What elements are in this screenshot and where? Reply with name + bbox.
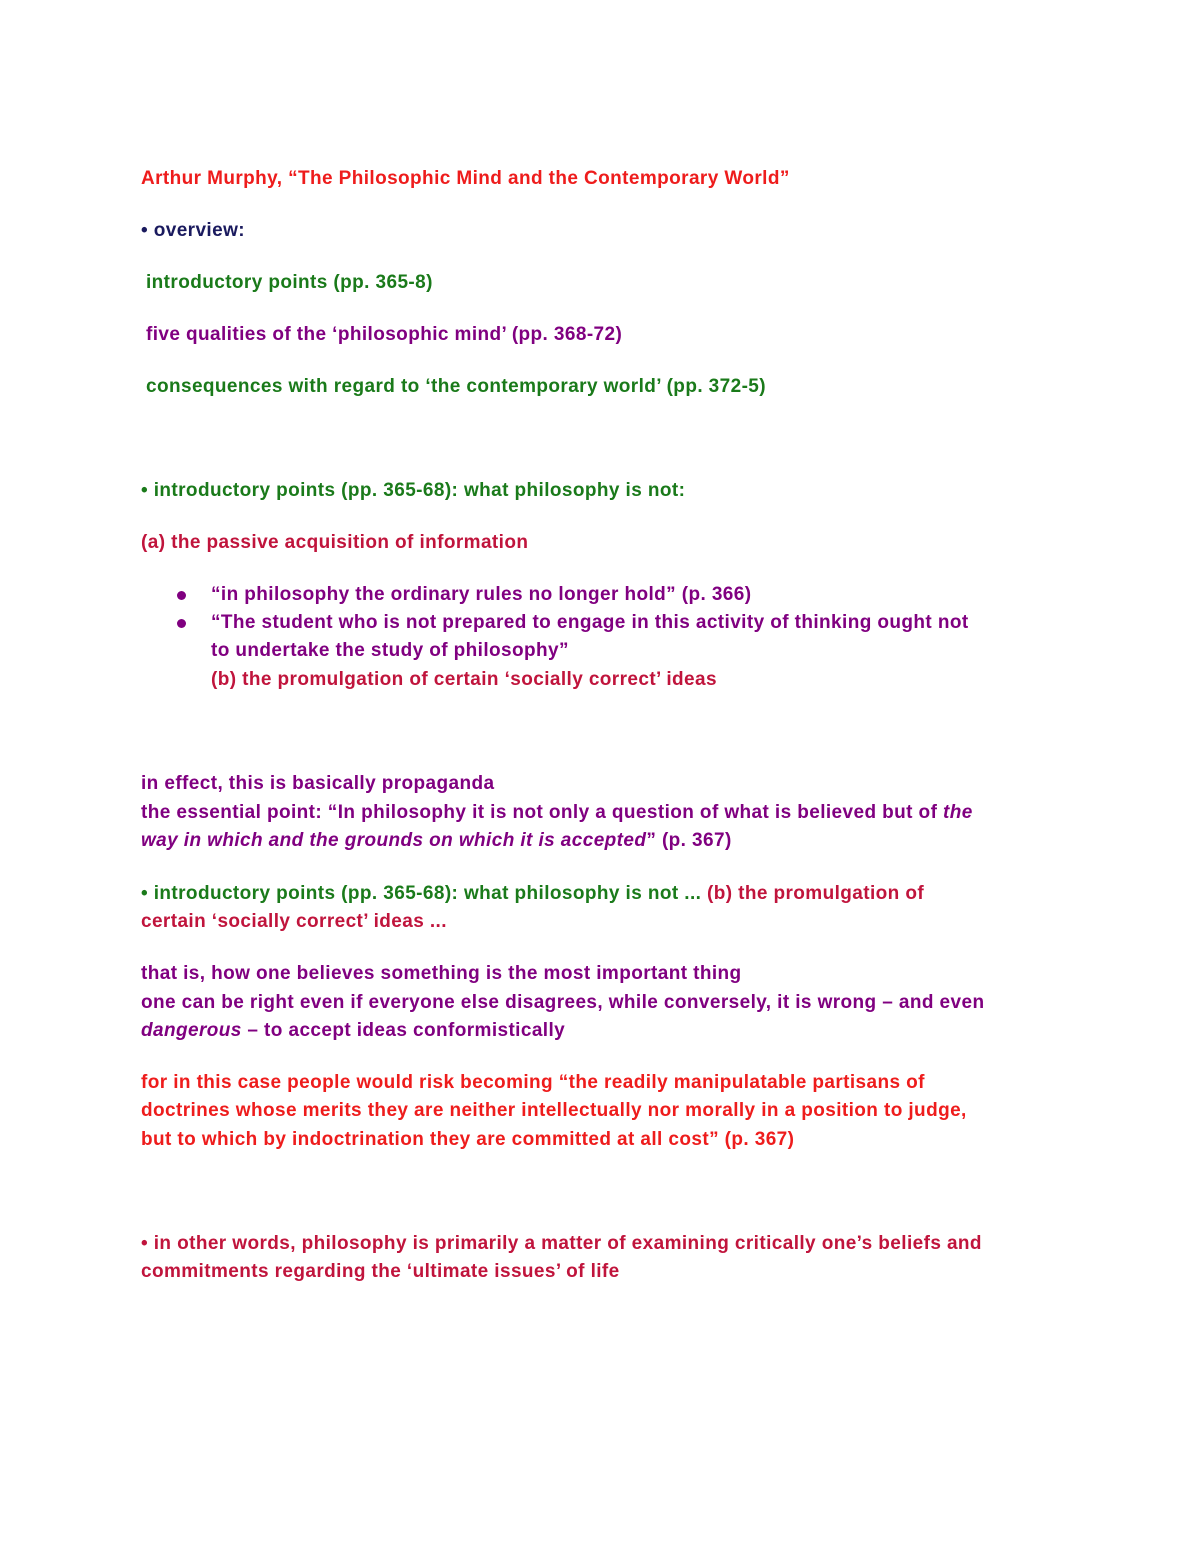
quote-item-1: “in philosophy the ordinary rules no longer hold” (p. 366): [211, 584, 752, 605]
essential-point-emphasis-cont: way in which and the grounds on which it is accepted: [141, 830, 647, 851]
section-heading-2: [141, 880, 924, 908]
section-heading-2-green: • introductory points (pp. 365-68): what philosophy is not ...: [141, 883, 707, 904]
overview-label: • overview:: [141, 220, 245, 241]
point-b: (b) the promulgation of certain ‘socially correct’ ideas: [211, 669, 717, 690]
bullet-icon: [177, 591, 186, 600]
conclusion-line-1: • in other words, philosophy is primarily a matter of examining critically one’s beliefs and: [141, 1233, 982, 1254]
risk-line-1: for in this case people would risk becoming “the readily manipulatable partisans of: [141, 1072, 925, 1093]
point-a: (a) the passive acquisition of information: [141, 532, 529, 553]
essential-point-text: the essential point: “In philosophy it is not only a question of what is believed but of: [141, 802, 943, 823]
quote-item-2: “The student who is not prepared to engage in this activity of thinking ought not: [211, 612, 969, 633]
essential-point-line-2: [141, 827, 732, 855]
conclusion-line-2: commitments regarding the ‘ultimate issues’ of life: [141, 1261, 620, 1282]
overview-item-consequences: consequences with regard to ‘the contemporary world’ (pp. 372-5): [146, 376, 766, 397]
overview-item-intro: introductory points (pp. 365-8): [146, 272, 433, 293]
bullet-icon: [177, 619, 186, 628]
section-heading-2-line-2: certain ‘socially correct’ ideas ...: [141, 911, 447, 932]
belief-line-2: one can be right even if everyone else disagrees, while conversely, it is wrong – and even: [141, 992, 985, 1013]
belief-line-3-text: – to accept ideas conformistically: [241, 1020, 566, 1041]
document-title: Arthur Murphy, “The Philosophic Mind and the Contemporary World”: [141, 168, 790, 189]
essential-point-citation: ” (p. 367): [646, 830, 732, 851]
overview-item-qualities: five qualities of the ‘philosophic mind’ (pp. 368-72): [146, 324, 623, 345]
propaganda-line: in effect, this is basically propaganda: [141, 773, 495, 794]
essential-point-line-1: [141, 799, 973, 827]
belief-line-1: that is, how one believes something is the most important thing: [141, 963, 742, 984]
belief-emphasis: dangerous: [141, 1020, 242, 1041]
quote-item-2-continued: to undertake the study of philosophy”: [211, 640, 569, 661]
risk-line-2: doctrines whose merits they are neither intellectually nor morally in a position to judge,: [141, 1100, 967, 1121]
section-heading-what-philosophy-is-not: • introductory points (pp. 365-68): what philosophy is not:: [141, 480, 686, 501]
belief-line-3: [141, 1017, 565, 1045]
risk-line-3: but to which by indoctrination they are committed at all cost” (p. 367): [141, 1129, 795, 1150]
section-heading-2-red: (b) the promulgation of: [706, 883, 925, 904]
essential-point-emphasis: the: [942, 802, 973, 823]
